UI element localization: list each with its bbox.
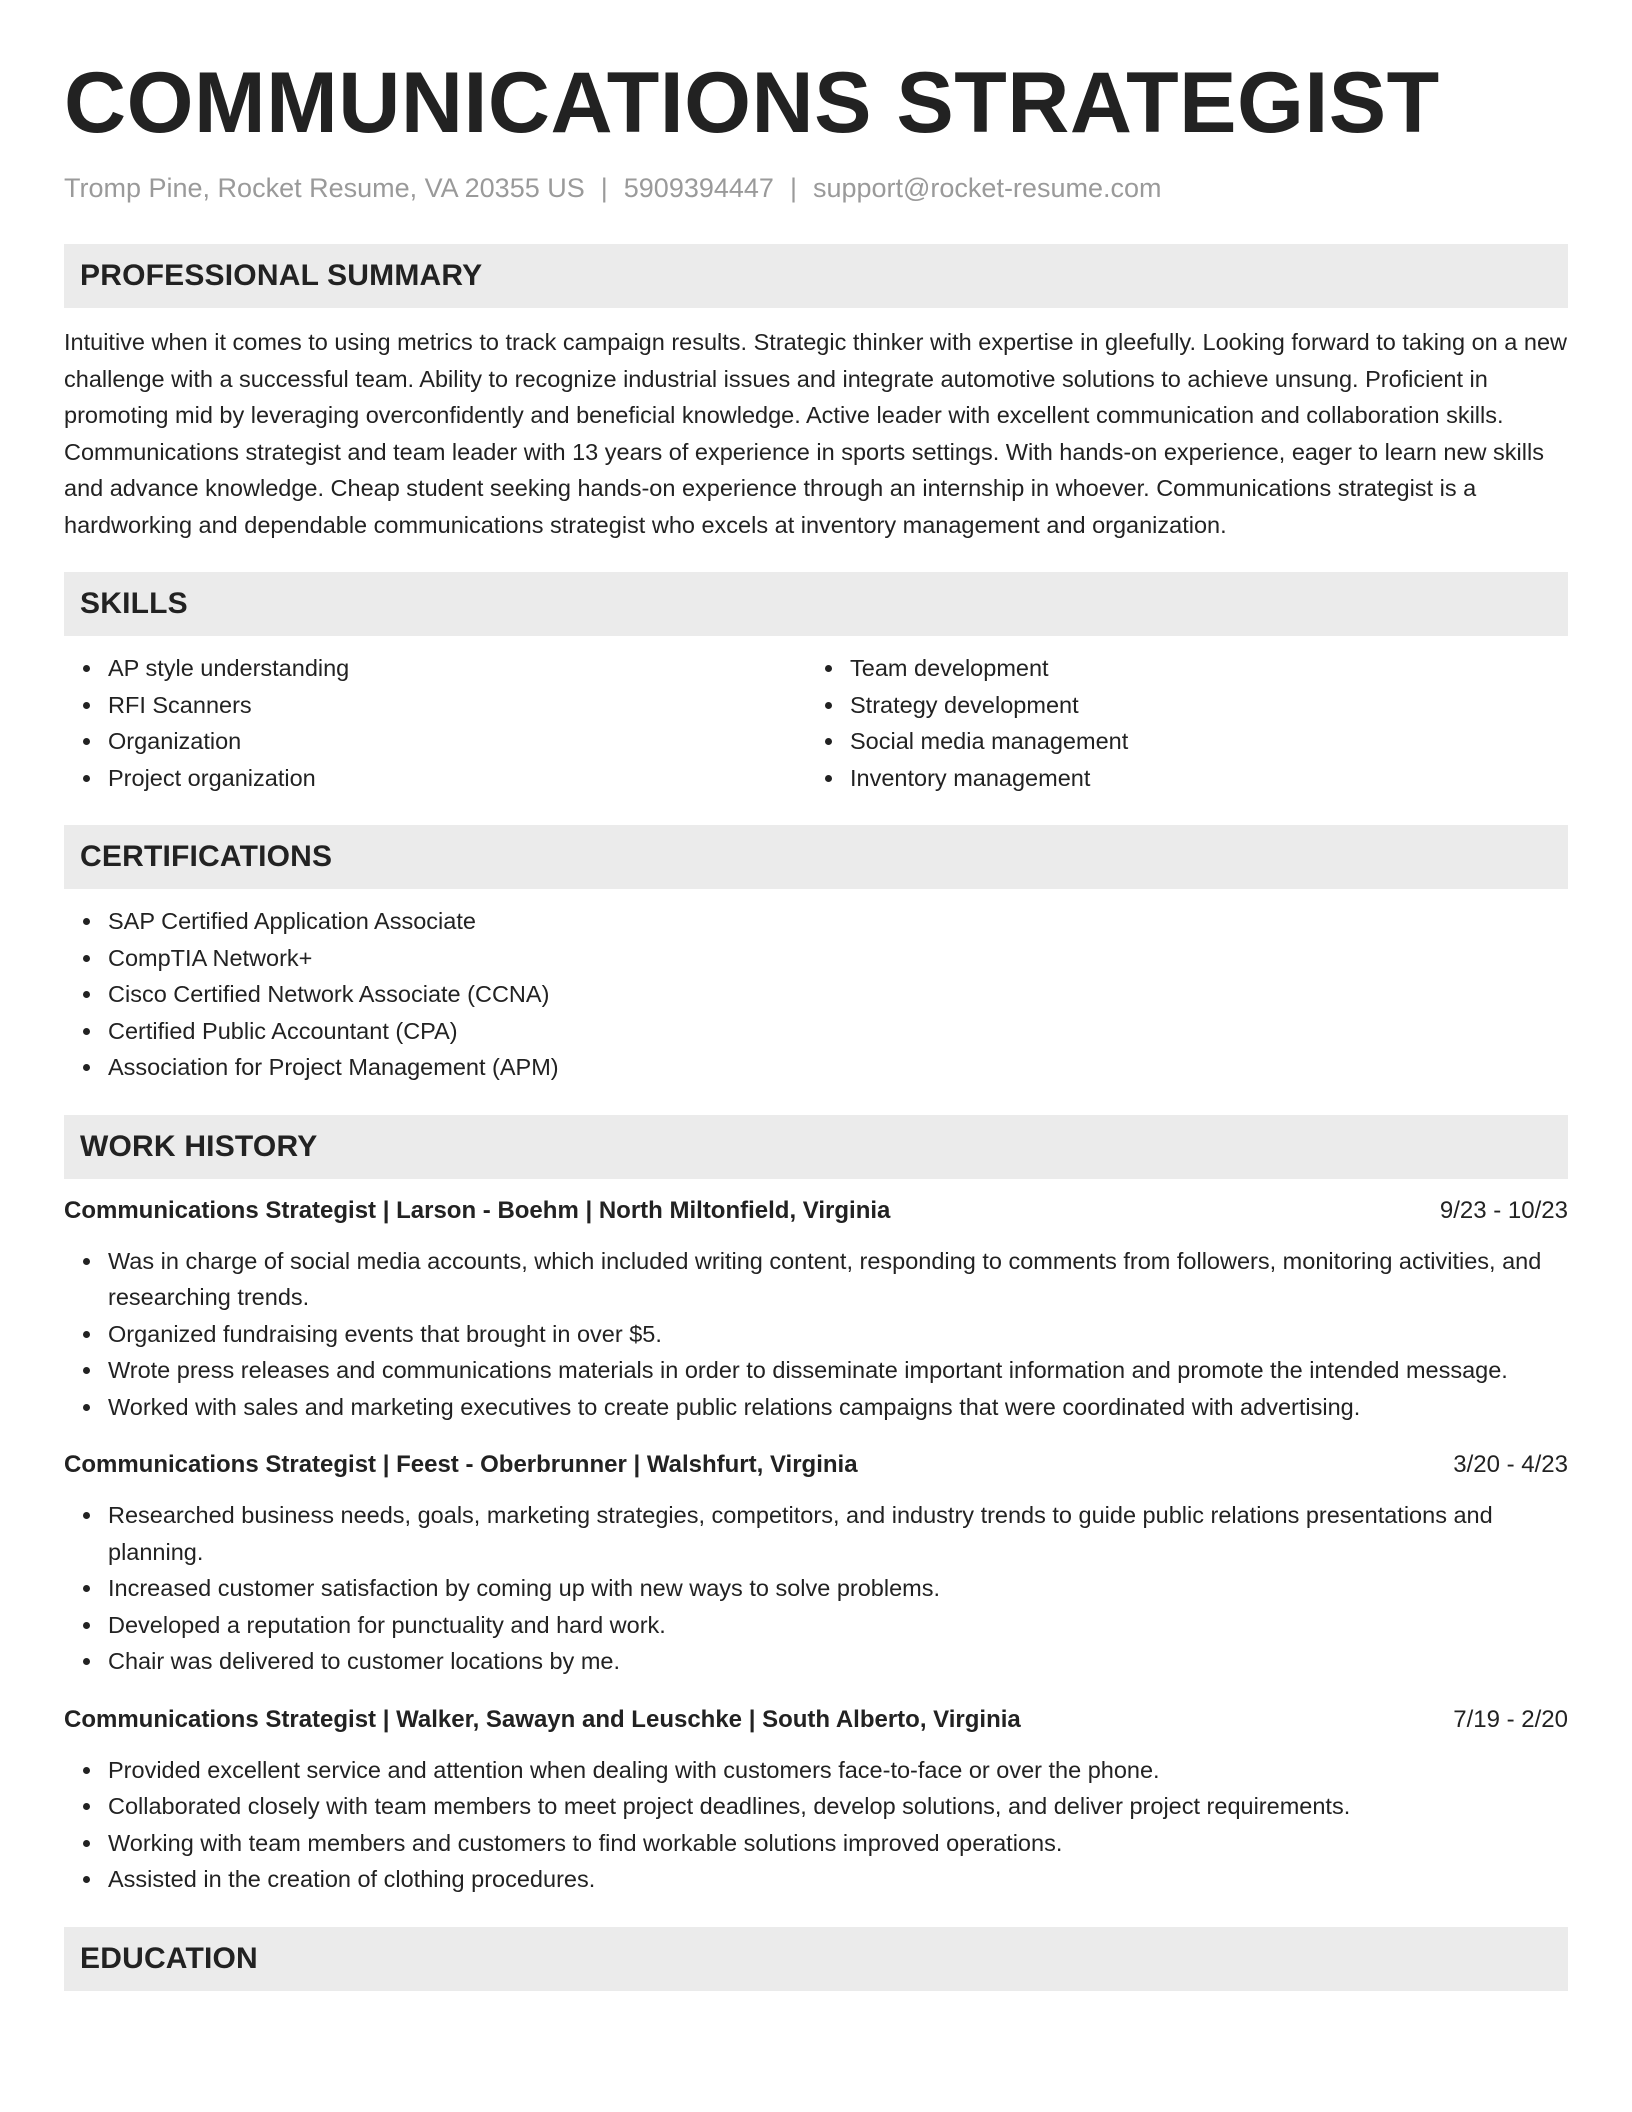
summary-text: Intuitive when it comes to using metrics to track campaign results. Strategic thinker with expertise in gleefully. Looking forward to taking on a new challenge with a successful team. Ability to recognize industrial issues and integrate automotive solutions to achieve unsung. Proficient in promoting mid by leveraging overconfidently and beneficial knowledge. Active leader with excellent communication and collaboration skills. Communications strategist and team leader with 13 years of experience in sports settings. With hands-on experience, eager to learn new skills and advance knowledge. Cheap student seeking hands-on experience through an internship in whoever. Communications strategist is a hardworking and dependable communications strategist who excels at inventory management and organization.	[64, 329, 1567, 538]
job-bullet: Was in charge of social media accounts, which included writing content, responding to comments from followers, monitoring activities, and researching trends.	[108, 1243, 1568, 1316]
job-bullet: Developed a reputation for punctuality and hard work.	[108, 1607, 1568, 1644]
skill-item: Organization	[108, 723, 806, 760]
job-dates: 3/20 - 4/23	[1453, 1451, 1568, 1479]
job-bullet: Collaborated closely with team members to meet project deadlines, develop solutions, and deliver project requirements.	[108, 1788, 1568, 1825]
skill-item: Inventory management	[850, 760, 1548, 797]
education-section	[64, 1927, 1568, 1991]
skills-list-right	[806, 650, 1548, 796]
skill-item: Project organization	[108, 760, 806, 797]
skill-item: AP style understanding	[108, 650, 806, 687]
candidate-name: COMMUNICATIONS STRATEGIST	[64, 55, 1440, 151]
skill-item: Team development	[850, 650, 1548, 687]
job-bullets	[64, 1752, 1568, 1898]
contact-phone: 5909394447	[623, 173, 774, 203]
job-bullet: Working with team members and customers to find workable solutions improved operations.	[108, 1825, 1568, 1862]
job-entry	[64, 1193, 1568, 1426]
job-dates: 7/19 - 2/20	[1453, 1705, 1568, 1733]
job-bullet: Researched business needs, goals, marketing strategies, competitors, and industry trends to guide public relations presentations and planning.	[108, 1497, 1568, 1570]
job-entry	[64, 1447, 1568, 1680]
job-title: Communications Strategist | Feest - Oberbrunner | Walshfurt, Virginia	[64, 1451, 858, 1479]
job-bullet: Increased customer satisfaction by coming up with new ways to solve problems.	[108, 1570, 1568, 1607]
job-bullet: Organized fundraising events that brought in over $5.	[108, 1316, 1568, 1353]
contact-separator: |	[600, 173, 608, 203]
certification-item: SAP Certified Application Associate	[108, 903, 1568, 940]
job-bullet: Assisted in the creation of clothing procedures.	[108, 1861, 1568, 1898]
work-history-section	[64, 1115, 1568, 1898]
certification-item: CompTIA Network+	[108, 940, 1568, 977]
skill-item: Strategy development	[850, 687, 1548, 724]
job-bullet: Chair was delivered to customer locations by me.	[108, 1643, 1568, 1680]
job-header	[64, 1702, 1568, 1738]
job-header	[64, 1193, 1568, 1229]
certification-item: Association for Project Management (APM)	[108, 1049, 1568, 1086]
job-bullets	[64, 1497, 1568, 1680]
contact-email: support@rocket-resume.com	[812, 173, 1162, 203]
skills-section	[64, 572, 1568, 796]
certifications-heading: CERTIFICATIONS	[64, 825, 1568, 889]
certification-item: Cisco Certified Network Associate (CCNA)	[108, 976, 1568, 1013]
skills-grid	[64, 636, 1568, 796]
contact-separator: |	[789, 173, 797, 203]
job-bullet: Wrote press releases and communications materials in order to disseminate important information and promote the intended message.	[108, 1352, 1568, 1389]
job-bullet: Provided excellent service and attention when dealing with customers face-to-face or over the phone.	[108, 1752, 1568, 1789]
summary-section	[64, 244, 1568, 543]
work-history-heading: WORK HISTORY	[64, 1115, 1568, 1179]
job-header	[64, 1447, 1568, 1483]
skills-list-left	[64, 650, 806, 796]
job-entry	[64, 1702, 1568, 1898]
skill-item: RFI Scanners	[108, 687, 806, 724]
job-title: Communications Strategist | Larson - Boehm | North Miltonfield, Virginia	[64, 1196, 891, 1224]
contact-line	[64, 172, 1568, 204]
skills-heading: SKILLS	[64, 572, 1568, 636]
certifications-list	[64, 903, 1568, 1086]
skill-item: Social media management	[850, 723, 1548, 760]
certifications-section	[64, 825, 1568, 1086]
job-dates: 9/23 - 10/23	[1439, 1196, 1568, 1224]
contact-address: Tromp Pine, Rocket Resume, VA 20355 US	[64, 173, 585, 203]
education-heading: EDUCATION	[64, 1927, 1568, 1991]
certification-item: Certified Public Accountant (CPA)	[108, 1013, 1568, 1050]
summary-heading: PROFESSIONAL SUMMARY	[64, 244, 1568, 308]
job-bullet: Worked with sales and marketing executives to create public relations campaigns that were coordinated with advertising.	[108, 1389, 1568, 1426]
job-title: Communications Strategist | Walker, Sawayn and Leuschke | South Alberto, Virginia	[64, 1705, 1021, 1733]
job-bullets	[64, 1243, 1568, 1426]
